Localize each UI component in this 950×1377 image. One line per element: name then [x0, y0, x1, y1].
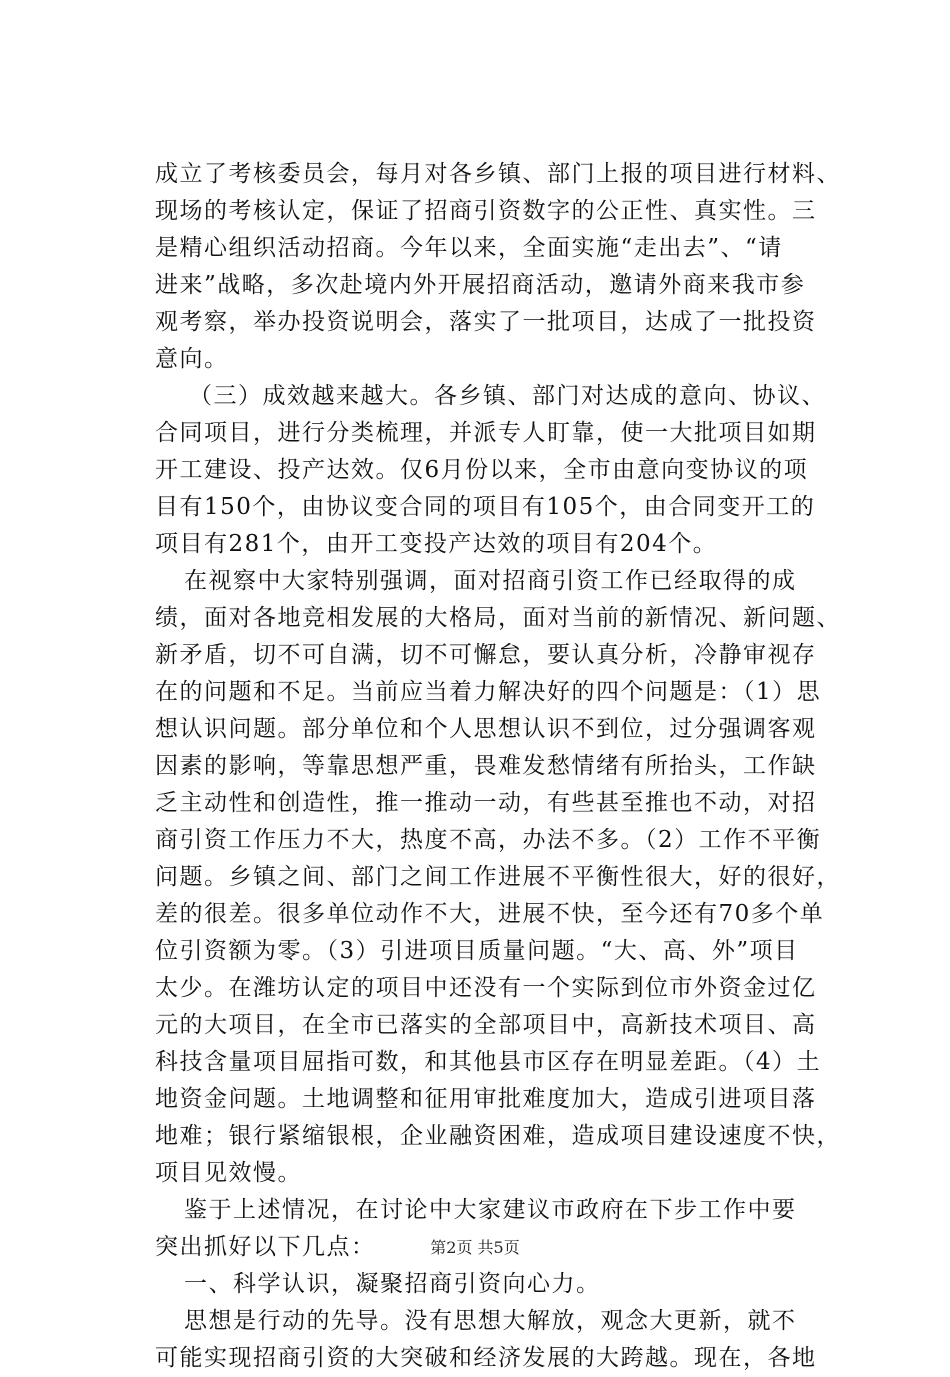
paragraph-start-line: （三）成效越来越大。各乡镇、部门对达成的意向、协议、 [189, 383, 826, 409]
text-line: 商引资工作压力不大，热度不高，办法不多。（2）工作不平衡 [155, 827, 822, 853]
text-line: 新矛盾，切不可自满，切不可懈怠，要认真分析，冷静审视存 [155, 642, 817, 668]
text-line: 意向。 [155, 346, 229, 372]
text-line: 绩，面对各地竞相发展的大格局，面对当前的新情况、新问题、 [155, 605, 841, 631]
document-body [155, 156, 841, 1377]
text-line: 开工建设、投产达效。仅6月份以来，全市由意向变协议的项 [155, 457, 809, 483]
text-line: 科技含量项目屈指可数，和其他县市区存在明显差距。（4）土 [155, 1049, 822, 1075]
text-line: 突出抓好以下几点： [155, 1234, 376, 1260]
text-line: 现场的考核认定，保证了招商引资数字的公正性、真实性。三 [155, 198, 817, 224]
text-line: 太少。在潍坊认定的项目中还没有一个实际到位市外资金过亿 [155, 975, 817, 1001]
text-line: 成立了考核委员会，每月对各乡镇、部门上报的项目进行材料、 [155, 161, 841, 187]
paragraph-start-line: 鉴于上述情况，在讨论中大家建议市政府在下步工作中要 [184, 1197, 797, 1223]
text-line: 差的很差。很多单位动作不大，进展不快，至今还有70多个单 [155, 901, 825, 927]
paragraph-start-line: 思想是行动的先导。没有思想大解放，观念大更新，就不 [184, 1308, 797, 1334]
text-line: 项目见效慢。 [155, 1160, 302, 1186]
text-line: 问题。乡镇之间、部门之间工作进展不平衡性很大，好的很好， [155, 864, 841, 890]
text-line: 想认识问题。部分单位和个人思想认识不到位，过分强调客观 [155, 716, 817, 742]
text-line: 地资金问题。土地调整和征用审批难度加大，造成引进项目落 [155, 1086, 817, 1112]
text-line: 进来”战略，多次赴境内外开展招商活动，邀请外商来我市参 [155, 272, 806, 298]
text-line: 项目有281个，由开工变投产达效的项目有204个。 [155, 531, 718, 557]
text-line: 是精心组织活动招商。今年以来，全面实施“走出去”、“请 [155, 235, 783, 261]
text-line: 地难；银行紧缩银根，企业融资困难，造成项目建设速度不快， [155, 1123, 841, 1149]
text-line: 乏主动性和创造性，推一推动一动，有些甚至推也不动，对招 [155, 790, 817, 816]
text-line: 可能实现招商引资的大突破和经济发展的大跨越。现在，各地 [155, 1345, 817, 1371]
text-line: 目有150个，由协议变合同的项目有105个，由合同变开工的 [155, 494, 816, 520]
text-line: 合同项目，进行分类梳理，并派专人盯靠，使一大批项目如期 [155, 420, 817, 446]
text-line: 因素的影响，等靠思想严重，畏难发愁情绪有所抬头，工作缺 [155, 753, 817, 779]
text-line: 位引资额为零。（3）引进项目质量问题。“大、高、外”项目 [155, 938, 799, 964]
paragraph-start-line: 在视察中大家特别强调，面对招商引资工作已经取得的成 [184, 568, 797, 594]
text-line: 元的大项目，在全市已落实的全部项目中，高新技术项目、高 [155, 1012, 817, 1038]
page-number-footer: 第2页 共5页 [430, 1238, 520, 1257]
text-line: 观考察，举办投资说明会，落实了一批项目，达成了一批投资 [155, 309, 817, 335]
text-line: 在的问题和不足。当前应当着力解决好的四个问题是：（1）思 [155, 679, 822, 705]
section-heading: 一、科学认识，凝聚招商引资向心力。 [184, 1271, 601, 1297]
